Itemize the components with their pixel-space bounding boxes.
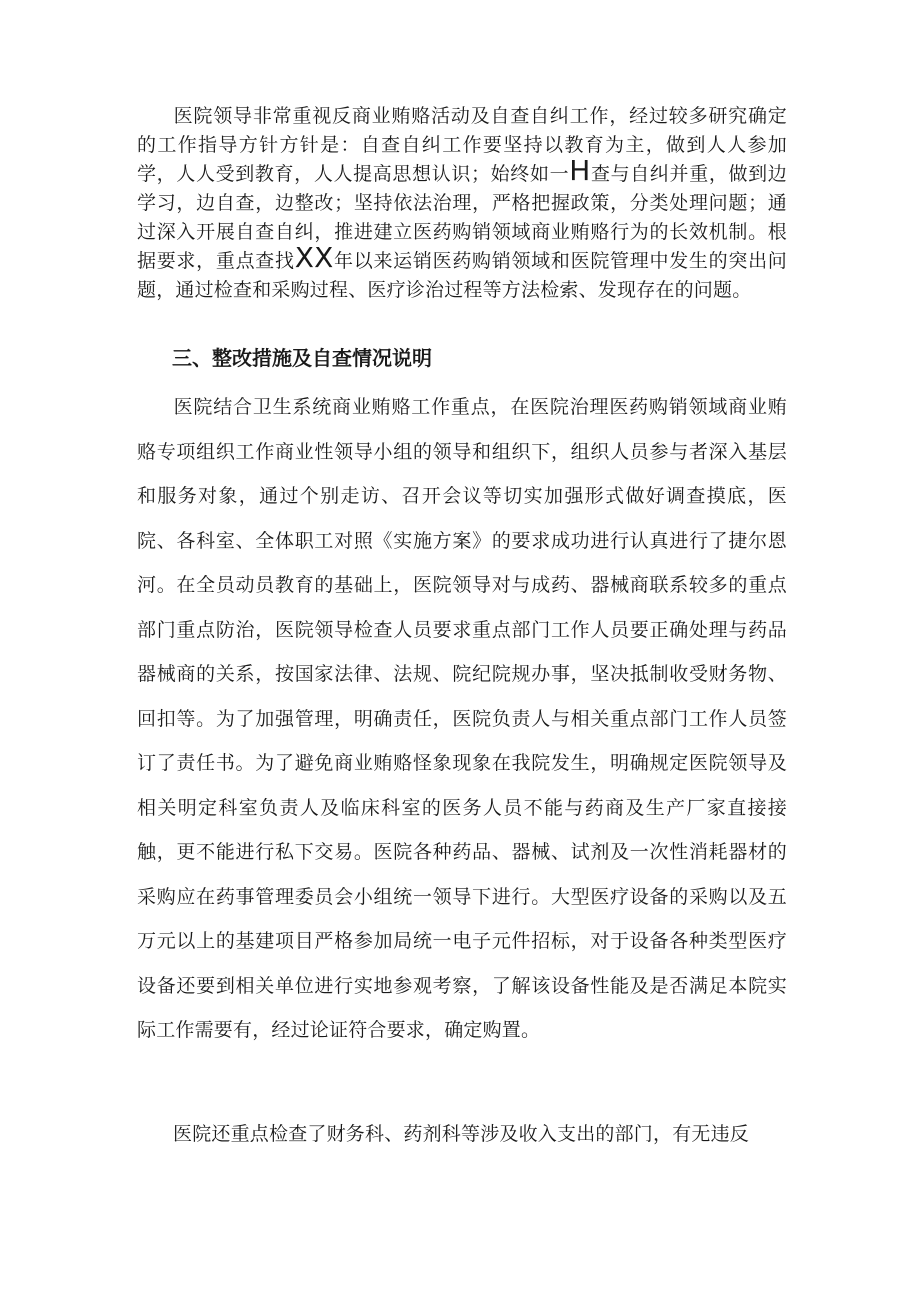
- large-glyph-h: H: [569, 154, 591, 187]
- section-heading: 三、整改措施及自查情况说明: [172, 346, 432, 370]
- intro-paragraph: [137, 102, 787, 305]
- intro-text-part3: 年以来运销医药购销领域和医院管理中发生的突出问题，通过检查和采购过程、医疗诊治过程等方法检索、发现存在的问题。: [137, 250, 787, 301]
- intro-text-part2: 查与自纠并重，做到边学习，边自查，边整改；坚持依法治理，严格把握政策，分类处理问题；通过深入开展自查自纠，推进建立医药购销领域商业贿赂行为的长效机制。根据要求，重点查找: [137, 163, 787, 272]
- measures-text: 医院结合卫生系统商业贿赂工作重点，在医院治理医药购销领域商业贿赂专项组织工作商业性领导小组的领导和组织下，组织人员参与者深入基层和服务对象，通过个别走访、召开会议等切实加强形式做好调查摸底，医院、各科室、全体职工对照《实施方案》的要求成功进行认真进行了捷尔恩河。在全员动员教育的基础上，医院领导对与成药、器械商联系较多的重点部门重点防治，医院领导检查人员要求重点部门工作人员要正确处理与药品器械商的关系，按国家法律、法规、院纪院规办事，坚决抵制收受财务物、回扣等。为了加强管理，明确责任，医院负责人与相关重点部门工作人员签订了责任书。为了避免商业贿赂怪象现象在我院发生，明确规定医院领导及相关明定科室负责人及临床科室的医务人员不能与药商及生产厂家直接接触，更不能进行私下交易。医院各种药品、器械、试剂及一次性消耗器材的采购应在药事管理委员会小组统一领导下进行。大型医疗设备的采购以及五万元以上的基建项目严格参加局统一电子元件招标，对于设备各种类型医疗设备还要到相关单位进行实地参观考察，了解该设备性能及是否满足本院实际工作需要有，经过论证符合要求，确定购置。: [137, 396, 787, 1041]
- inspection-paragraph: [137, 1112, 787, 1157]
- intro-text-part1: 医院领导非常重视反商业贿赂活动及自查自纠工作，经过较多研究确定的工作指导方针方针是：自查自纠工作要坚持以教育为主，做到人人参加学，人人受到教育，人人提高思想认识；始终如一: [137, 105, 787, 185]
- inspection-text: 医院还重点检查了财务科、药剂科等涉及收入支出的部门，有无违反: [173, 1123, 750, 1145]
- measures-paragraph: [137, 385, 787, 1053]
- large-glyph-xx: XX: [294, 241, 334, 274]
